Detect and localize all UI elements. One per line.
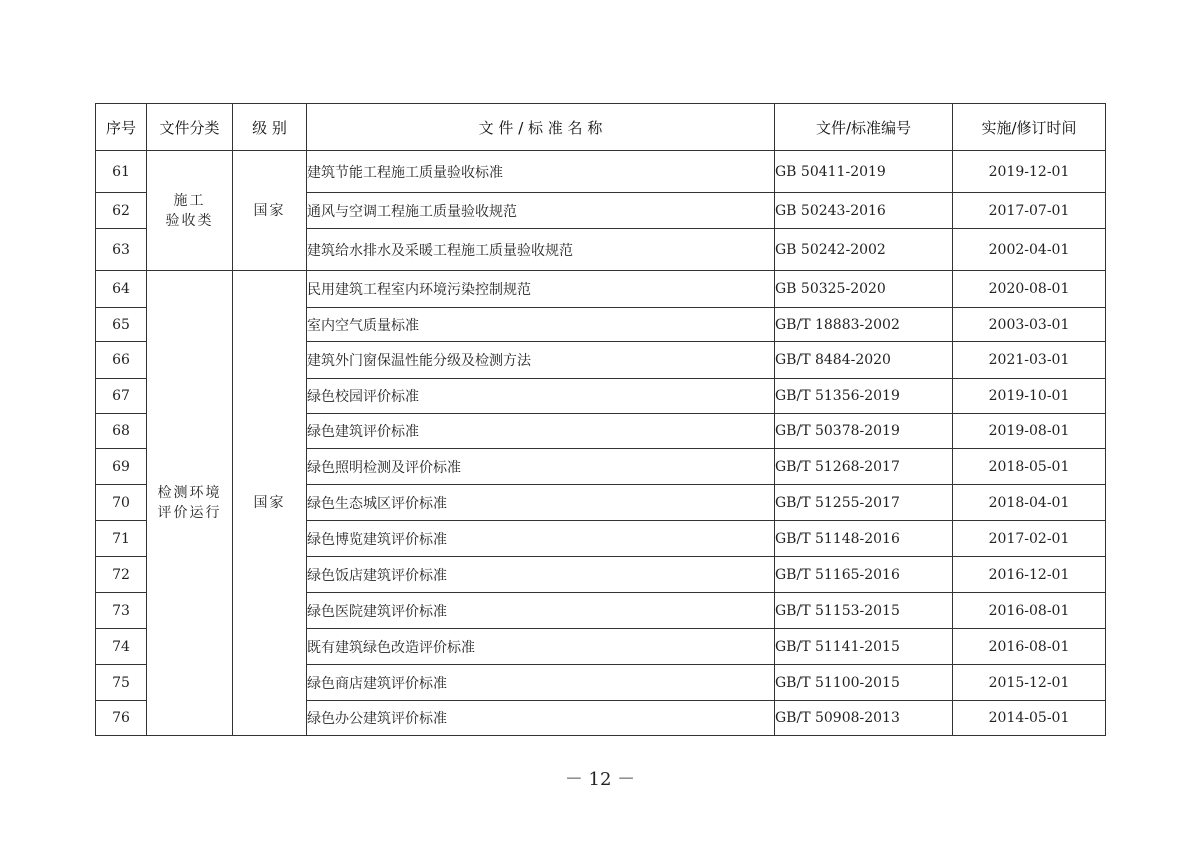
row-name: 绿色饭店建筑评价标准 xyxy=(307,557,775,593)
row-name: 绿色生态城区评价标准 xyxy=(307,485,775,521)
row-seq: 68 xyxy=(96,414,147,449)
row-code: GB 50242-2002 xyxy=(775,229,953,271)
row-code: GB/T 51165-2016 xyxy=(775,557,953,593)
standards-table xyxy=(95,103,1106,736)
row-date: 2015-12-01 xyxy=(953,665,1106,701)
row-seq: 63 xyxy=(96,229,147,271)
page-number: － 12 － xyxy=(564,769,636,790)
row-code: GB/T 51148-2016 xyxy=(775,521,953,557)
header-date: 实施/修订时间 xyxy=(953,104,1106,151)
row-name: 绿色校园评价标准 xyxy=(307,379,775,414)
row-code: GB/T 51268-2017 xyxy=(775,449,953,485)
row-date: 2018-05-01 xyxy=(953,449,1106,485)
table-row xyxy=(96,271,1106,308)
row-date: 2016-08-01 xyxy=(953,593,1106,629)
row-seq: 61 xyxy=(96,151,147,193)
row-seq: 62 xyxy=(96,193,147,229)
row-name: 绿色照明检测及评价标准 xyxy=(307,449,775,485)
row-seq: 69 xyxy=(96,449,147,485)
category-line: 评价运行 xyxy=(157,505,222,521)
row-name: 绿色博览建筑评价标准 xyxy=(307,521,775,557)
row-code: GB 50243-2016 xyxy=(775,193,953,229)
row-date: 2018-04-01 xyxy=(953,485,1106,521)
row-name: 建筑节能工程施工质量验收标准 xyxy=(307,151,775,193)
row-name: 室内空气质量标准 xyxy=(307,308,775,342)
row-name: 绿色医院建筑评价标准 xyxy=(307,593,775,629)
row-code: GB 50411-2019 xyxy=(775,151,953,193)
table-row xyxy=(96,151,1106,193)
header-row xyxy=(96,104,1106,151)
row-name: 建筑外门窗保温性能分级及检测方法 xyxy=(307,342,775,379)
row-seq: 72 xyxy=(96,557,147,593)
row-date: 2014-05-01 xyxy=(953,701,1106,736)
row-seq: 67 xyxy=(96,379,147,414)
row-seq: 73 xyxy=(96,593,147,629)
row-seq: 75 xyxy=(96,665,147,701)
header-code: 文件/标准编号 xyxy=(775,104,953,151)
level-cell: 国家 xyxy=(233,271,307,736)
row-name: 绿色建筑评价标准 xyxy=(307,414,775,449)
row-date: 2016-08-01 xyxy=(953,629,1106,665)
row-code: GB/T 51141-2015 xyxy=(775,629,953,665)
row-date: 2003-03-01 xyxy=(953,308,1106,342)
row-code: GB/T 51356-2019 xyxy=(775,379,953,414)
header-level: 级 别 xyxy=(233,104,307,151)
row-name: 通风与空调工程施工质量验收规范 xyxy=(307,193,775,229)
row-seq: 74 xyxy=(96,629,147,665)
category-line: 检测环境 xyxy=(157,485,222,501)
header-category: 文件分类 xyxy=(147,104,233,151)
header-name: 文 件 / 标 准 名 称 xyxy=(307,104,775,151)
row-code: GB/T 51255-2017 xyxy=(775,485,953,521)
category-line: 施工 xyxy=(173,192,206,209)
row-code: GB 50325-2020 xyxy=(775,271,953,308)
category-cell xyxy=(147,151,233,271)
row-seq: 71 xyxy=(96,521,147,557)
row-date: 2019-08-01 xyxy=(953,414,1106,449)
row-date: 2021-03-01 xyxy=(953,342,1106,379)
row-date: 2020-08-01 xyxy=(953,271,1106,308)
row-code: GB/T 50378-2019 xyxy=(775,414,953,449)
category-line: 验收类 xyxy=(165,212,214,229)
row-seq: 66 xyxy=(96,342,147,379)
row-name: 建筑给水排水及采暖工程施工质量验收规范 xyxy=(307,229,775,271)
category-cell xyxy=(147,271,233,736)
header-seq: 序号 xyxy=(96,104,147,151)
level-cell: 国家 xyxy=(233,151,307,271)
row-date: 2019-10-01 xyxy=(953,379,1106,414)
row-date: 2019-12-01 xyxy=(953,151,1106,193)
row-name: 绿色商店建筑评价标准 xyxy=(307,665,775,701)
row-seq: 76 xyxy=(96,701,147,736)
row-code: GB/T 51153-2015 xyxy=(775,593,953,629)
row-code: GB/T 18883-2002 xyxy=(775,308,953,342)
row-date: 2017-02-01 xyxy=(953,521,1106,557)
row-date: 2016-12-01 xyxy=(953,557,1106,593)
row-code: GB/T 8484-2020 xyxy=(775,342,953,379)
row-seq: 64 xyxy=(96,271,147,308)
row-code: GB/T 50908-2013 xyxy=(775,701,953,736)
row-name: 绿色办公建筑评价标准 xyxy=(307,701,775,736)
row-code: GB/T 51100-2015 xyxy=(775,665,953,701)
row-date: 2002-04-01 xyxy=(953,229,1106,271)
row-seq: 65 xyxy=(96,308,147,342)
row-seq: 70 xyxy=(96,485,147,521)
row-date: 2017-07-01 xyxy=(953,193,1106,229)
row-name: 既有建筑绿色改造评价标准 xyxy=(307,629,775,665)
row-name: 民用建筑工程室内环境污染控制规范 xyxy=(307,271,775,308)
